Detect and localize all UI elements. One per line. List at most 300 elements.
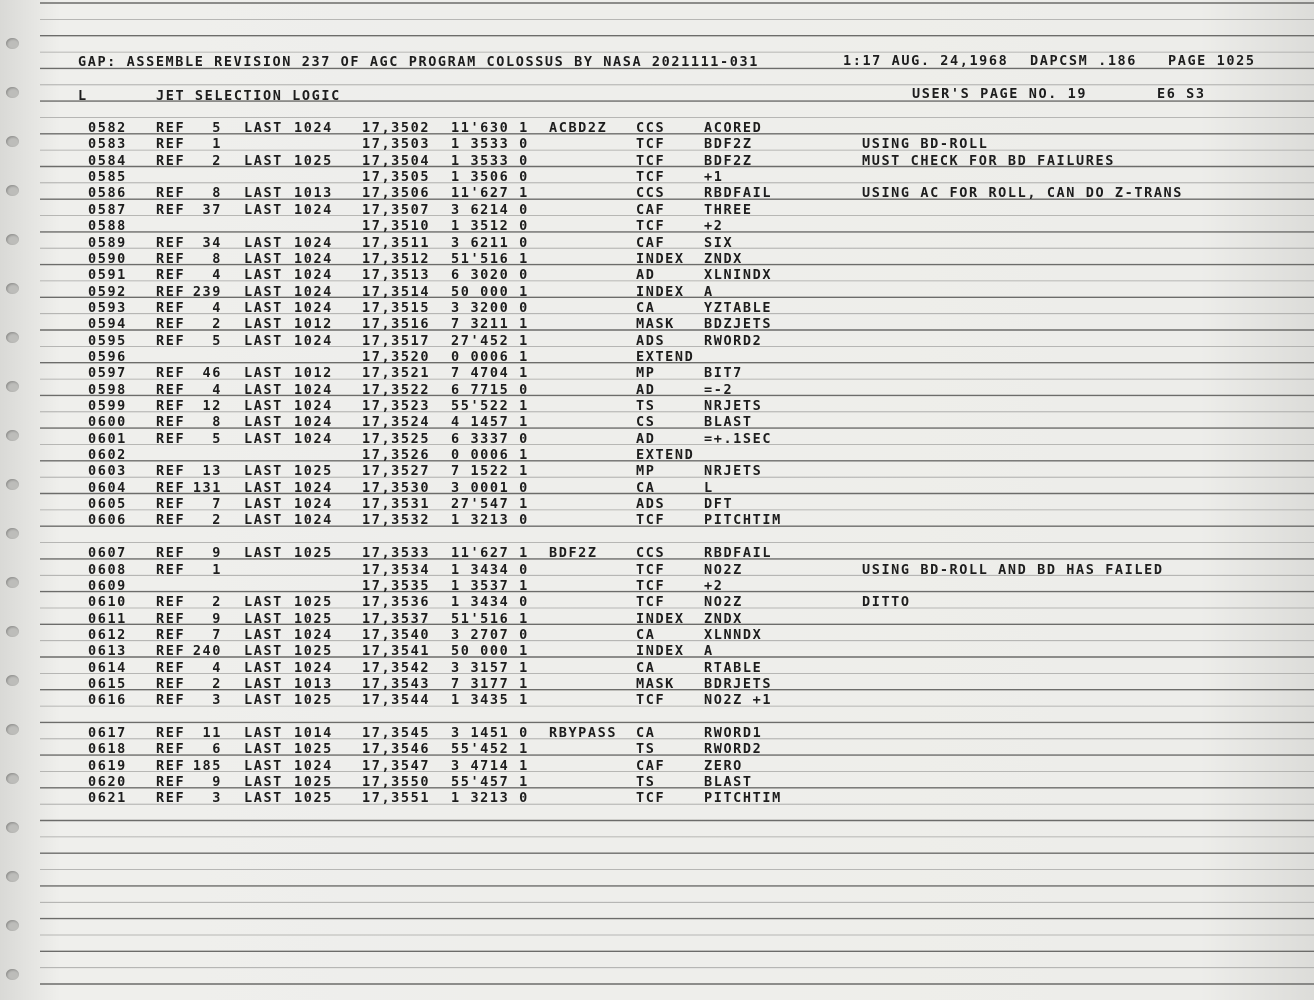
last-keyword: LAST bbox=[244, 725, 283, 741]
last-keyword: LAST bbox=[244, 496, 283, 513]
ref-keyword: REF bbox=[156, 299, 186, 316]
opcode: TCF bbox=[636, 218, 666, 235]
last-page: 1024 bbox=[294, 234, 333, 251]
line-number: 0615 bbox=[88, 675, 127, 692]
last-page: 1024 bbox=[294, 201, 333, 218]
last-page: 1025 bbox=[294, 463, 333, 480]
operand: XLNNDX bbox=[704, 626, 763, 643]
sheet-code: E6 S3 bbox=[1157, 86, 1206, 102]
opcode: EXTEND bbox=[636, 348, 695, 365]
memory-address: 17,3545 bbox=[362, 725, 431, 741]
ref-keyword: REF bbox=[156, 120, 186, 136]
octal-word: 7 3211 1 bbox=[451, 316, 529, 333]
ref-keyword: REF bbox=[156, 365, 186, 382]
memory-address: 17,3520 bbox=[362, 348, 431, 365]
operand: ZNDX bbox=[704, 250, 743, 267]
ref-keyword: REF bbox=[156, 757, 186, 774]
memory-address: 17,3532 bbox=[362, 512, 431, 529]
octal-word: 6 3020 0 bbox=[451, 267, 529, 284]
operand: +1 bbox=[704, 169, 724, 186]
last-keyword: LAST bbox=[244, 626, 283, 643]
last-keyword: LAST bbox=[244, 675, 283, 692]
section-letter: L bbox=[78, 88, 88, 104]
last-page: 1025 bbox=[294, 790, 333, 807]
opcode: MASK bbox=[636, 316, 675, 333]
octal-word: 1 3506 0 bbox=[451, 169, 529, 186]
ref-count: 4 bbox=[212, 381, 222, 398]
last-keyword: LAST bbox=[244, 365, 283, 382]
memory-address: 17,3546 bbox=[362, 741, 431, 758]
opcode: CA bbox=[636, 725, 656, 741]
last-page: 1012 bbox=[294, 365, 333, 382]
octal-word: 11'627 1 bbox=[451, 185, 529, 202]
line-number: 0586 bbox=[88, 185, 127, 202]
ref-keyword: REF bbox=[156, 332, 186, 349]
symbol-label: BDF2Z bbox=[549, 545, 598, 562]
comment: USING AC FOR ROLL, CAN DO Z-TRANS bbox=[862, 185, 1184, 202]
memory-address: 17,3536 bbox=[362, 594, 431, 611]
line-number: 0618 bbox=[88, 741, 127, 758]
ref-count: 4 bbox=[212, 659, 222, 676]
ref-count: 1 bbox=[212, 136, 222, 153]
opcode: CCS bbox=[636, 545, 666, 562]
feed-hole bbox=[6, 430, 19, 441]
ref-count: 3 bbox=[212, 790, 222, 807]
operand: BDF2Z bbox=[704, 136, 753, 153]
ref-count: 34 bbox=[202, 234, 222, 251]
line-number: 0589 bbox=[88, 234, 127, 251]
last-page: 1025 bbox=[294, 610, 333, 627]
last-page: 1024 bbox=[294, 267, 333, 284]
octal-word: 3 0001 0 bbox=[451, 479, 529, 496]
last-page: 1024 bbox=[294, 398, 333, 414]
opcode: MASK bbox=[636, 675, 675, 692]
ref-keyword: REF bbox=[156, 201, 186, 218]
octal-word: 3 4714 1 bbox=[451, 757, 529, 774]
operand: SIX bbox=[704, 234, 734, 251]
last-page: 1013 bbox=[294, 675, 333, 692]
ref-keyword: REF bbox=[156, 463, 186, 480]
memory-address: 17,3534 bbox=[362, 561, 431, 578]
last-keyword: LAST bbox=[244, 201, 283, 218]
memory-address: 17,3542 bbox=[362, 659, 431, 676]
memory-address: 17,3507 bbox=[362, 201, 431, 218]
last-page: 1024 bbox=[294, 414, 333, 431]
memory-address: 17,3525 bbox=[362, 430, 431, 447]
ref-keyword: REF bbox=[156, 692, 186, 709]
feed-hole bbox=[6, 969, 19, 980]
memory-address: 17,3530 bbox=[362, 479, 431, 496]
ref-count: 8 bbox=[212, 185, 222, 202]
memory-address: 17,3537 bbox=[362, 610, 431, 627]
operand: YZTABLE bbox=[704, 299, 773, 316]
line-number: 0584 bbox=[88, 152, 127, 169]
opcode: INDEX bbox=[636, 643, 685, 660]
memory-address: 17,3547 bbox=[362, 757, 431, 774]
last-page: 1025 bbox=[294, 594, 333, 611]
line-number: 0594 bbox=[88, 316, 127, 333]
feed-hole bbox=[6, 136, 19, 147]
comment: DITTO bbox=[862, 594, 911, 611]
ref-keyword: REF bbox=[156, 185, 186, 202]
memory-address: 17,3533 bbox=[362, 545, 431, 562]
line-number: 0603 bbox=[88, 463, 127, 480]
section-title: JET SELECTION LOGIC bbox=[156, 88, 341, 104]
ref-count: 9 bbox=[212, 774, 222, 790]
line-number: 0587 bbox=[88, 201, 127, 218]
last-keyword: LAST bbox=[244, 512, 283, 529]
last-page: 1024 bbox=[294, 381, 333, 398]
line-number: 0598 bbox=[88, 381, 127, 398]
opcode: INDEX bbox=[636, 283, 685, 300]
memory-address: 17,3531 bbox=[362, 496, 431, 513]
last-page: 1025 bbox=[294, 643, 333, 660]
last-page: 1024 bbox=[294, 332, 333, 349]
opcode: TCF bbox=[636, 561, 666, 578]
operand: BDZJETS bbox=[704, 316, 773, 333]
symbol-label: RBYPASS bbox=[549, 725, 618, 741]
octal-word: 1 3533 0 bbox=[451, 136, 529, 153]
ref-keyword: REF bbox=[156, 430, 186, 447]
last-page: 1024 bbox=[294, 479, 333, 496]
ref-count: 7 bbox=[212, 626, 222, 643]
last-page: 1025 bbox=[294, 692, 333, 709]
ref-keyword: REF bbox=[156, 774, 186, 790]
line-number: 0614 bbox=[88, 659, 127, 676]
opcode: EXTEND bbox=[636, 447, 695, 463]
ref-count: 4 bbox=[212, 299, 222, 316]
ref-keyword: REF bbox=[156, 545, 186, 562]
octal-word: 1 3512 0 bbox=[451, 218, 529, 235]
feed-hole bbox=[6, 528, 19, 539]
ref-keyword: REF bbox=[156, 267, 186, 284]
octal-word: 7 1522 1 bbox=[451, 463, 529, 480]
opcode: AD bbox=[636, 381, 656, 398]
last-page: 1025 bbox=[294, 774, 333, 790]
opcode: TCF bbox=[636, 169, 666, 186]
opcode: CS bbox=[636, 414, 656, 431]
line-number: 0605 bbox=[88, 496, 127, 513]
ref-keyword: REF bbox=[156, 398, 186, 414]
assembly-header: GAP: ASSEMBLE REVISION 237 OF AGC PROGRAM COLOSSUS BY NASA 2021111-031 bbox=[78, 54, 759, 70]
opcode: TCF bbox=[636, 594, 666, 611]
line-number: 0583 bbox=[88, 136, 127, 153]
octal-word: 3 6211 0 bbox=[451, 234, 529, 251]
last-keyword: LAST bbox=[244, 790, 283, 807]
line-number: 0599 bbox=[88, 398, 127, 414]
feed-hole bbox=[6, 381, 19, 392]
opcode: TCF bbox=[636, 692, 666, 709]
octal-word: 6 3337 0 bbox=[451, 430, 529, 447]
last-keyword: LAST bbox=[244, 414, 283, 431]
last-keyword: LAST bbox=[244, 332, 283, 349]
ref-keyword: REF bbox=[156, 659, 186, 676]
opcode: TS bbox=[636, 774, 656, 790]
last-keyword: LAST bbox=[244, 120, 283, 136]
last-page: 1024 bbox=[294, 496, 333, 513]
octal-word: 11'630 1 bbox=[451, 120, 529, 136]
line-number: 0590 bbox=[88, 250, 127, 267]
ref-count: 2 bbox=[212, 152, 222, 169]
print-timestamp: 1:17 AUG. 24,1968 bbox=[843, 53, 1009, 69]
octal-word: 1 3213 0 bbox=[451, 512, 529, 529]
ref-keyword: REF bbox=[156, 610, 186, 627]
ref-keyword: REF bbox=[156, 643, 186, 660]
opcode: AD bbox=[636, 267, 656, 284]
memory-address: 17,3513 bbox=[362, 267, 431, 284]
ref-count: 240 bbox=[192, 643, 222, 660]
octal-word: 55'522 1 bbox=[451, 398, 529, 414]
memory-address: 17,3550 bbox=[362, 774, 431, 790]
ref-count: 5 bbox=[212, 120, 222, 136]
line-number: 0597 bbox=[88, 365, 127, 382]
line-number: 0588 bbox=[88, 218, 127, 235]
ref-keyword: REF bbox=[156, 741, 186, 758]
feed-hole bbox=[6, 283, 19, 294]
octal-word: 11'627 1 bbox=[451, 545, 529, 562]
ref-count: 8 bbox=[212, 250, 222, 267]
memory-address: 17,3506 bbox=[362, 185, 431, 202]
line-number: 0612 bbox=[88, 626, 127, 643]
operand: +2 bbox=[704, 577, 724, 594]
ref-count: 5 bbox=[212, 332, 222, 349]
operand: ZNDX bbox=[704, 610, 743, 627]
operand: NO2Z +1 bbox=[704, 692, 773, 709]
octal-word: 3 1451 0 bbox=[451, 725, 529, 741]
last-keyword: LAST bbox=[244, 430, 283, 447]
memory-address: 17,3504 bbox=[362, 152, 431, 169]
memory-address: 17,3551 bbox=[362, 790, 431, 807]
comment: MUST CHECK FOR BD FAILURES bbox=[862, 152, 1115, 169]
octal-word: 55'452 1 bbox=[451, 741, 529, 758]
ref-keyword: REF bbox=[156, 250, 186, 267]
memory-address: 17,3515 bbox=[362, 299, 431, 316]
opcode: CAF bbox=[636, 757, 666, 774]
line-number: 0600 bbox=[88, 414, 127, 431]
last-keyword: LAST bbox=[244, 610, 283, 627]
ref-keyword: REF bbox=[156, 283, 186, 300]
opcode: TCF bbox=[636, 790, 666, 807]
last-page: 1025 bbox=[294, 545, 333, 562]
operand: NO2Z bbox=[704, 561, 743, 578]
last-page: 1025 bbox=[294, 152, 333, 169]
memory-address: 17,3540 bbox=[362, 626, 431, 643]
memory-address: 17,3541 bbox=[362, 643, 431, 660]
ref-count: 2 bbox=[212, 594, 222, 611]
line-number: 0604 bbox=[88, 479, 127, 496]
feed-hole bbox=[6, 626, 19, 637]
octal-word: 3 6214 0 bbox=[451, 201, 529, 218]
opcode: TCF bbox=[636, 152, 666, 169]
line-number: 0582 bbox=[88, 120, 127, 136]
ref-keyword: REF bbox=[156, 725, 186, 741]
operand: BLAST bbox=[704, 774, 753, 790]
last-page: 1024 bbox=[294, 283, 333, 300]
last-page: 1024 bbox=[294, 299, 333, 316]
ref-keyword: REF bbox=[156, 316, 186, 333]
line-number: 0620 bbox=[88, 774, 127, 790]
octal-word: 1 3434 0 bbox=[451, 594, 529, 611]
ref-keyword: REF bbox=[156, 381, 186, 398]
last-keyword: LAST bbox=[244, 234, 283, 251]
line-number: 0619 bbox=[88, 757, 127, 774]
memory-address: 17,3514 bbox=[362, 283, 431, 300]
line-number: 0607 bbox=[88, 545, 127, 562]
memory-address: 17,3523 bbox=[362, 398, 431, 414]
operand: A bbox=[704, 643, 714, 660]
last-page: 1024 bbox=[294, 626, 333, 643]
ref-count: 46 bbox=[202, 365, 222, 382]
operand: =-2 bbox=[704, 381, 734, 398]
ref-keyword: REF bbox=[156, 626, 186, 643]
last-keyword: LAST bbox=[244, 299, 283, 316]
line-number: 0592 bbox=[88, 283, 127, 300]
tractor-feed-holes bbox=[0, 0, 40, 1000]
memory-address: 17,3505 bbox=[362, 169, 431, 186]
memory-address: 17,3502 bbox=[362, 120, 431, 136]
opcode: TCF bbox=[636, 136, 666, 153]
ref-count: 37 bbox=[202, 201, 222, 218]
octal-word: 50 000 1 bbox=[451, 643, 529, 660]
ref-keyword: REF bbox=[156, 594, 186, 611]
comment: USING BD-ROLL bbox=[862, 136, 989, 153]
operand: RBDFAIL bbox=[704, 545, 773, 562]
memory-address: 17,3512 bbox=[362, 250, 431, 267]
operand: +2 bbox=[704, 218, 724, 235]
last-keyword: LAST bbox=[244, 479, 283, 496]
opcode: CAF bbox=[636, 234, 666, 251]
ref-count: 185 bbox=[192, 757, 222, 774]
line-number: 0595 bbox=[88, 332, 127, 349]
memory-address: 17,3521 bbox=[362, 365, 431, 382]
octal-word: 0 0006 1 bbox=[451, 447, 529, 463]
operand: NO2Z bbox=[704, 594, 743, 611]
line-number: 0613 bbox=[88, 643, 127, 660]
last-page: 1014 bbox=[294, 725, 333, 741]
ref-count: 3 bbox=[212, 692, 222, 709]
memory-address: 17,3510 bbox=[362, 218, 431, 235]
octal-word: 27'452 1 bbox=[451, 332, 529, 349]
octal-word: 1 3434 0 bbox=[451, 561, 529, 578]
line-number: 0621 bbox=[88, 790, 127, 807]
line-number: 0616 bbox=[88, 692, 127, 709]
opcode: CA bbox=[636, 479, 656, 496]
last-page: 1013 bbox=[294, 185, 333, 202]
operand: RWORD2 bbox=[704, 332, 763, 349]
operand: RBDFAIL bbox=[704, 185, 773, 202]
octal-word: 55'457 1 bbox=[451, 774, 529, 790]
ref-keyword: REF bbox=[156, 512, 186, 529]
feed-hole bbox=[6, 773, 19, 784]
operand: RTABLE bbox=[704, 659, 763, 676]
feed-hole bbox=[6, 332, 19, 343]
operand: BDF2Z bbox=[704, 152, 753, 169]
line-number: 0601 bbox=[88, 430, 127, 447]
ref-count: 239 bbox=[192, 283, 222, 300]
last-keyword: LAST bbox=[244, 267, 283, 284]
ref-count: 4 bbox=[212, 267, 222, 284]
opcode: TS bbox=[636, 741, 656, 758]
ref-count: 9 bbox=[212, 610, 222, 627]
line-number: 0593 bbox=[88, 299, 127, 316]
feed-hole bbox=[6, 479, 19, 490]
last-page: 1024 bbox=[294, 120, 333, 136]
memory-address: 17,3535 bbox=[362, 577, 431, 594]
ref-keyword: REF bbox=[156, 496, 186, 513]
ref-count: 9 bbox=[212, 545, 222, 562]
operand: NRJETS bbox=[704, 398, 763, 414]
feed-hole bbox=[6, 871, 19, 882]
last-keyword: LAST bbox=[244, 545, 283, 562]
operand: BLAST bbox=[704, 414, 753, 431]
ref-keyword: REF bbox=[156, 675, 186, 692]
ref-count: 13 bbox=[202, 463, 222, 480]
operand: ACORED bbox=[704, 120, 763, 136]
memory-address: 17,3517 bbox=[362, 332, 431, 349]
octal-word: 6 7715 0 bbox=[451, 381, 529, 398]
octal-word: 3 3200 0 bbox=[451, 299, 529, 316]
line-number: 0606 bbox=[88, 512, 127, 529]
last-keyword: LAST bbox=[244, 398, 283, 414]
page-number: PAGE 1025 bbox=[1168, 53, 1256, 69]
feed-hole bbox=[6, 87, 19, 98]
opcode: CCS bbox=[636, 185, 666, 202]
last-page: 1025 bbox=[294, 741, 333, 758]
opcode: CA bbox=[636, 626, 656, 643]
ref-keyword: REF bbox=[156, 136, 186, 153]
ref-keyword: REF bbox=[156, 479, 186, 496]
last-keyword: LAST bbox=[244, 774, 283, 790]
octal-word: 1 3533 0 bbox=[451, 152, 529, 169]
line-number: 0611 bbox=[88, 610, 127, 627]
opcode: CCS bbox=[636, 120, 666, 136]
memory-address: 17,3516 bbox=[362, 316, 431, 333]
operand: PITCHTIM bbox=[704, 790, 782, 807]
line-number: 0608 bbox=[88, 561, 127, 578]
last-keyword: LAST bbox=[244, 594, 283, 611]
opcode: CA bbox=[636, 299, 656, 316]
operand: BDRJETS bbox=[704, 675, 773, 692]
ref-count: 11 bbox=[202, 725, 222, 741]
feed-hole bbox=[6, 577, 19, 588]
last-keyword: LAST bbox=[244, 463, 283, 480]
operand: NRJETS bbox=[704, 463, 763, 480]
memory-address: 17,3524 bbox=[362, 414, 431, 431]
last-page: 1024 bbox=[294, 430, 333, 447]
octal-word: 51'516 1 bbox=[451, 250, 529, 267]
octal-word: 1 3435 1 bbox=[451, 692, 529, 709]
memory-address: 17,3543 bbox=[362, 675, 431, 692]
line-number: 0585 bbox=[88, 169, 127, 186]
ref-count: 12 bbox=[202, 398, 222, 414]
last-keyword: LAST bbox=[244, 316, 283, 333]
last-keyword: LAST bbox=[244, 152, 283, 169]
opcode: AD bbox=[636, 430, 656, 447]
feed-hole bbox=[6, 185, 19, 196]
octal-word: 0 0006 1 bbox=[451, 348, 529, 365]
comment: USING BD-ROLL AND BD HAS FAILED bbox=[862, 561, 1164, 578]
opcode: TCF bbox=[636, 577, 666, 594]
octal-word: 3 2707 0 bbox=[451, 626, 529, 643]
last-page: 1024 bbox=[294, 659, 333, 676]
last-keyword: LAST bbox=[244, 185, 283, 202]
line-number: 0596 bbox=[88, 348, 127, 365]
last-keyword: LAST bbox=[244, 741, 283, 758]
feed-hole bbox=[6, 234, 19, 245]
ref-keyword: REF bbox=[156, 561, 186, 578]
line-number: 0609 bbox=[88, 577, 127, 594]
last-keyword: LAST bbox=[244, 381, 283, 398]
